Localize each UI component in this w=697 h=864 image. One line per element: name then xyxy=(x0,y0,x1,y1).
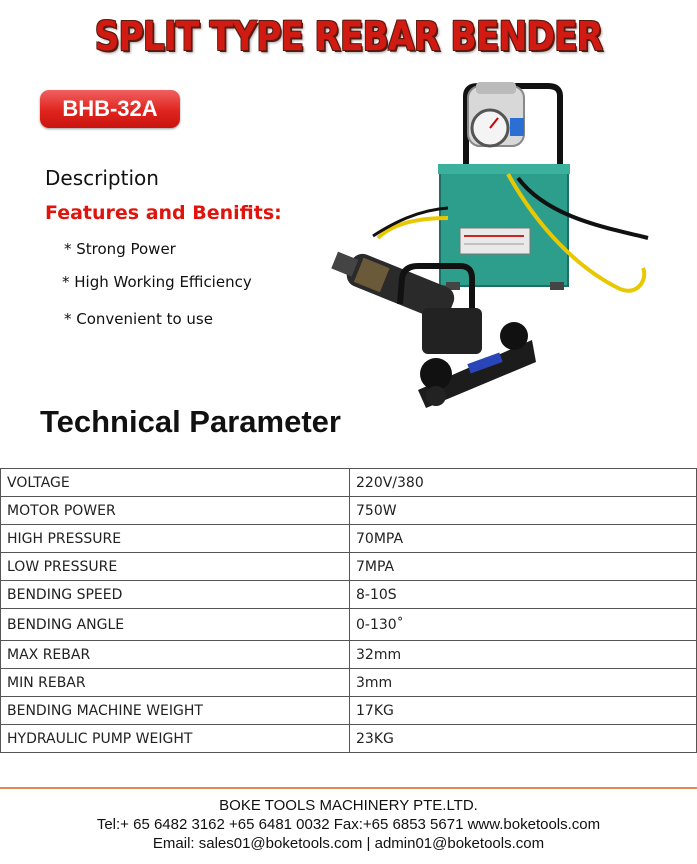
param-name: MIN REBAR xyxy=(1,669,350,697)
table-row xyxy=(1,697,697,725)
param-value: 3mm xyxy=(350,669,697,697)
model-badge: BHB-32A xyxy=(40,90,180,128)
table-row xyxy=(1,609,697,641)
param-value: 220V/380 xyxy=(350,469,697,497)
param-name: LOW PRESSURE xyxy=(1,553,350,581)
description-heading: Description xyxy=(45,166,159,190)
technical-parameter-heading: Technical Parameter xyxy=(40,404,341,439)
param-value: 32mm xyxy=(350,641,697,669)
table-row xyxy=(1,641,697,669)
table-row xyxy=(1,469,697,497)
table-row xyxy=(1,669,697,697)
parameter-table xyxy=(0,468,697,753)
features-heading: Features and Benifits: xyxy=(45,202,282,224)
param-name: BENDING MACHINE WEIGHT xyxy=(1,697,350,725)
company-name: BOKE TOOLS MACHINERY PTE.LTD. xyxy=(219,797,478,814)
email-line: Email: sales01@boketools.com | admin01@boketools.com xyxy=(152,835,545,852)
param-value: 17KG xyxy=(350,697,697,725)
table-row xyxy=(1,497,697,525)
footer xyxy=(0,796,697,853)
param-value: 7MPA xyxy=(350,553,697,581)
footer-divider xyxy=(0,787,697,789)
param-name: MOTOR POWER xyxy=(1,497,350,525)
table-row xyxy=(1,581,697,609)
table-row xyxy=(1,553,697,581)
param-value: 70MPA xyxy=(350,525,697,553)
feature-item: * High Working Efficiency xyxy=(62,273,252,291)
param-name: MAX REBAR xyxy=(1,641,350,669)
table-row xyxy=(1,525,697,553)
page-title: SPLIT TYPE REBAR BENDER xyxy=(94,14,603,60)
param-value: 0-130˚ xyxy=(350,609,697,641)
param-value: 750W xyxy=(350,497,697,525)
product-image xyxy=(318,78,658,418)
param-name: HYDRAULIC PUMP WEIGHT xyxy=(1,725,350,753)
feature-item: * Strong Power xyxy=(64,240,176,258)
feature-item: * Convenient to use xyxy=(64,310,213,328)
contact-line: Tel:+ 65 6482 3162 +65 6481 0032 Fax:+65 6853 5671 www.boketools.com xyxy=(96,816,601,833)
param-name: BENDING ANGLE xyxy=(1,609,350,641)
param-name: HIGH PRESSURE xyxy=(1,525,350,553)
param-name: VOLTAGE xyxy=(1,469,350,497)
param-name: BENDING SPEED xyxy=(1,581,350,609)
table-row xyxy=(1,725,697,753)
param-value: 8-10S xyxy=(350,581,697,609)
param-value: 23KG xyxy=(350,725,697,753)
